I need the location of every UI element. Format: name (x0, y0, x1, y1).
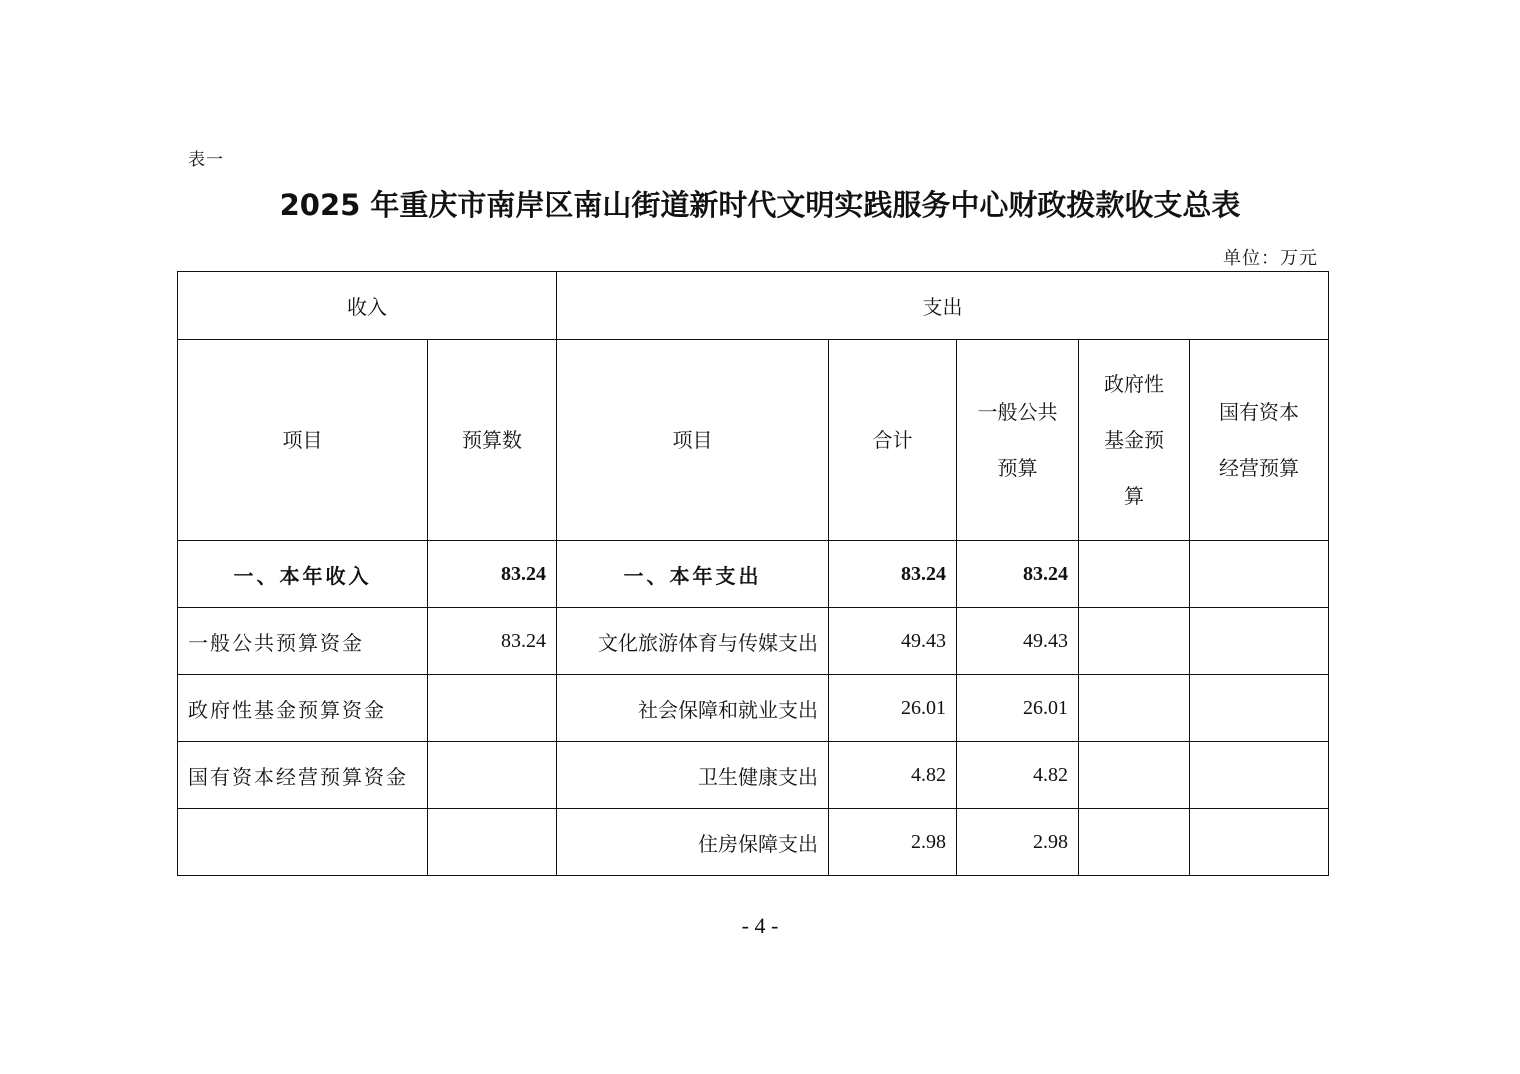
expenditure-total-cell: 83.24 (829, 541, 957, 608)
income-item-header: 项目 (178, 340, 428, 541)
expenditure-total-cell: 26.01 (829, 675, 957, 742)
unit-label: 单位：万元 (1223, 248, 1318, 269)
table-row (178, 675, 1329, 742)
general-budget-header (957, 340, 1079, 541)
income-budget-header: 预算数 (428, 340, 557, 541)
gov-fund-cell (1079, 608, 1190, 675)
gov-fund-header (1079, 340, 1190, 541)
expenditure-item-cell: 社会保障和就业支出 (557, 675, 829, 742)
state-capital-header-line1: 国有资本 (1219, 400, 1300, 424)
budget-table (177, 271, 1329, 876)
income-budget-cell: 83.24 (428, 541, 557, 608)
expenditure-item-cell: 一、本年支出 (557, 541, 829, 608)
general-budget-cell: 26.01 (957, 675, 1079, 742)
table-label: 表一 (188, 150, 224, 170)
state-capital-cell (1190, 675, 1329, 742)
gov-fund-header-line2: 基金预 (1104, 428, 1164, 452)
income-budget-cell (428, 675, 557, 742)
income-budget-cell: 83.24 (428, 608, 557, 675)
state-capital-cell (1190, 608, 1329, 675)
expenditure-group-header: 支出 (557, 272, 1329, 340)
general-budget-header-line1: 一般公共 (977, 400, 1058, 424)
gov-fund-cell (1079, 541, 1190, 608)
income-group-header: 收入 (178, 272, 557, 340)
state-capital-header-line2: 经营预算 (1219, 456, 1300, 480)
income-item-cell: 一、本年收入 (178, 541, 428, 608)
table-row (178, 608, 1329, 675)
expenditure-item-cell: 住房保障支出 (557, 809, 829, 876)
gov-fund-cell (1079, 675, 1190, 742)
general-budget-cell: 83.24 (957, 541, 1079, 608)
income-item-cell: 政府性基金预算资金 (178, 675, 428, 742)
expenditure-total-cell: 49.43 (829, 608, 957, 675)
general-budget-cell: 49.43 (957, 608, 1079, 675)
expenditure-item-cell: 文化旅游体育与传媒支出 (557, 608, 829, 675)
expenditure-total-cell: 4.82 (829, 742, 957, 809)
income-item-cell (178, 809, 428, 876)
expenditure-total-cell: 2.98 (829, 809, 957, 876)
page-title: 2025 年重庆市南岸区南山街道新时代文明实践服务中心财政拨款收支总表 (279, 188, 1241, 222)
income-item-cell: 一般公共预算资金 (178, 608, 428, 675)
income-budget-cell (428, 809, 557, 876)
income-budget-cell (428, 742, 557, 809)
state-capital-cell (1190, 809, 1329, 876)
state-capital-cell (1190, 541, 1329, 608)
expenditure-item-cell: 卫生健康支出 (557, 742, 829, 809)
state-capital-cell (1190, 742, 1329, 809)
state-capital-header (1190, 340, 1329, 541)
gov-fund-cell (1079, 809, 1190, 876)
income-item-cell: 国有资本经营预算资金 (178, 742, 428, 809)
gov-fund-header-line1: 政府性 (1104, 372, 1164, 396)
page-number: - 4 - (741, 913, 779, 938)
expenditure-total-header: 合计 (829, 340, 957, 541)
gov-fund-header-line3: 算 (1124, 484, 1144, 508)
general-budget-header-line2: 预算 (997, 456, 1038, 480)
table-row-total (178, 541, 1329, 608)
general-budget-cell: 2.98 (957, 809, 1079, 876)
gov-fund-cell (1079, 742, 1190, 809)
table-row (178, 742, 1329, 809)
table-row (178, 809, 1329, 876)
general-budget-cell: 4.82 (957, 742, 1079, 809)
expenditure-item-header: 项目 (557, 340, 829, 541)
